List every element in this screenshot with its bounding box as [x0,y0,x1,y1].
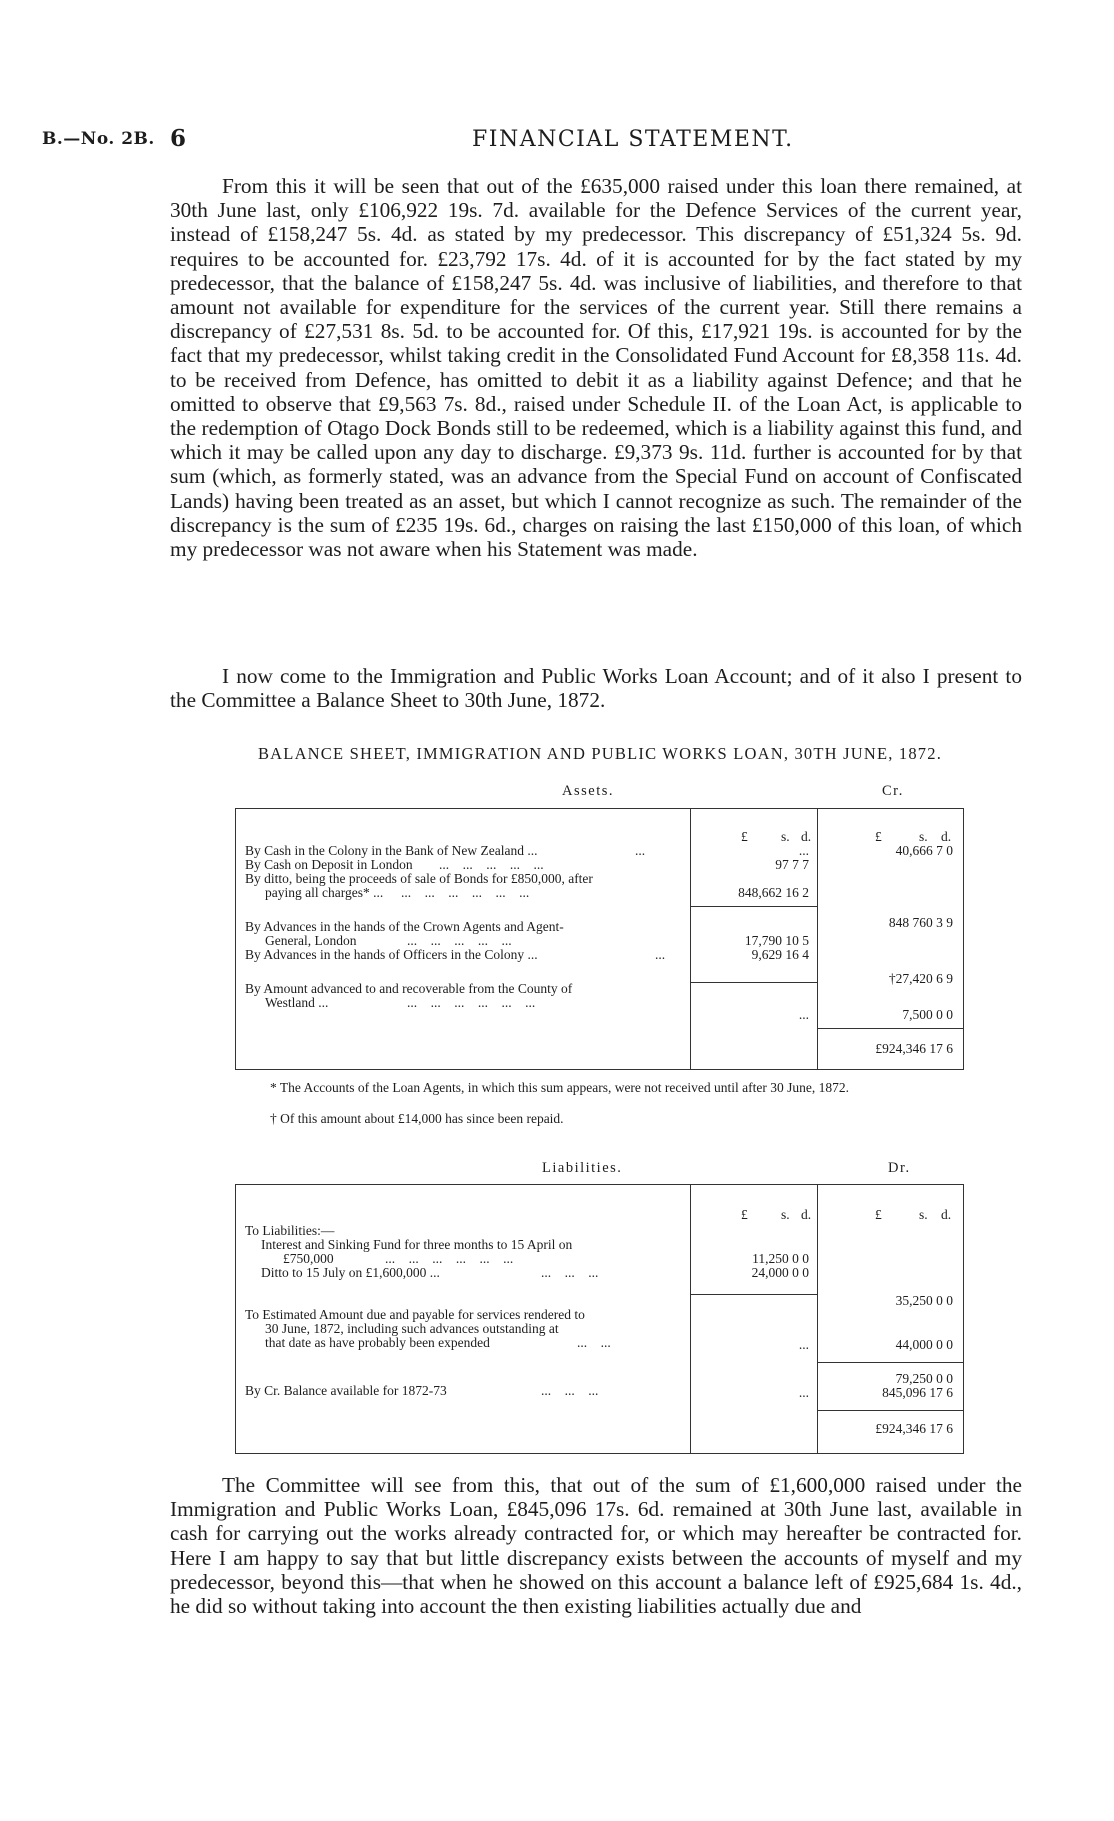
assets-table [235,808,965,1070]
liability-inner-amount: ... [798,1385,809,1400]
liability-row-heading: To Liabilities:— [245,1223,335,1238]
col-header-pence: d. [801,829,812,844]
leader-dots: ... [635,843,646,858]
asset-outer-amount: 40,666 7 0 [895,843,953,858]
liability-row-estimated-cont: that date as have probably been expended [265,1335,490,1350]
asset-row-officers: By Advances in the hands of Officers in the Colony ... [245,947,538,962]
row-rule [690,1294,817,1295]
col-header-pence: d. [941,1207,952,1222]
assets-side-label: Cr. [882,783,904,799]
leader-dots: ... [655,947,666,962]
document-reference: B.—No. 2B. [42,129,155,149]
asset-row-westland: By Amount advanced to and recoverable from the County of [245,981,573,996]
asset-inner-amount: 9,629 16 4 [751,947,809,962]
leader-dots: ... ... ... ... ... ... [407,995,536,1010]
page-number: 6 [170,125,187,152]
col-header-pence: d. [941,829,952,844]
leader-dots: ... ... [577,1335,611,1350]
row-rule [690,982,817,983]
leader-dots: ... ... ... ... ... ... [385,1251,514,1266]
page-title: FINANCIAL STATEMENT. [472,127,794,152]
col-header-shillings: s. [919,1207,928,1222]
asset-row-crown-agents: By Advances in the hands of the Crown Agents and Agent- [245,919,564,934]
asset-outer-amount: 848 760 3 9 [888,915,953,930]
liability-total: £924,346 17 6 [875,1421,953,1436]
page-header [42,125,1042,155]
column-rule [817,808,818,1070]
leader-dots: ... ... ... [541,1265,599,1280]
liabilities-caption: Liabilities. [542,1160,623,1176]
asset-row-bond-proceeds-cont: paying all charges* ... [265,885,384,900]
liability-outer-amount: 845,096 17 6 [882,1385,953,1400]
leader-dots: ... ... ... ... ... ... [401,885,530,900]
column-rule [690,808,691,1070]
liability-row-cr-balance: By Cr. Balance available for 1872-73 [245,1383,447,1398]
liability-inner-amount: ... [798,1337,809,1352]
asset-row-bond-proceeds: By ditto, being the proceeds of sale of Bonds for £850,000, after [245,871,593,886]
asset-row-crown-agents-cont: General, London [265,933,357,948]
asset-inner-amount: 17,790 10 5 [744,933,809,948]
paragraph-intro-balance [170,664,1022,712]
leader-dots: ... ... ... [541,1383,599,1398]
paragraph-text: I now come to the Immigration and Public Works Loan Account; and of it also I present to the Committee a Balance Sheet to 30th June, 1872. [170,664,1022,713]
col-header-pounds: £ [741,1207,748,1222]
balance-sheet-title: BALANCE SHEET, IMMIGRATION AND PUBLIC WORKS LOAN, 30TH JUNE, 1872. [257,744,943,763]
asset-row-bank-nz: By Cash in the Colony in the Bank of New Zealand ... [245,843,538,858]
asset-outer-amount: †27,420 6 9 [888,971,953,986]
row-rule [817,1362,963,1363]
paragraph-text: From this it will be seen that out of the £635,000 raised under this loan there remained, at 30th June last, only £106,922 19s. 7d. available for the Defence Services of the current year, instead of £158,247 5s. 4d. as stated by my predecessor. This discrepancy of £51,324 5s. 9d. requires to be accounted for. £23,792 17s. 4d. of it is accounted for by the fact stated by my predecessor, that the balance of £158,247 5s. 4d. was inclusive of liabilities, and therefore to that amount not available for expenditure for the services of the current year. Still there remains a discrepancy of £27,531 8s. 5d. to be accounted for. Of this, £17,921 19s. is accounted for by the fact that my predecessor, whilst taking credit in the Consolidated Fund Account for £8,358 11s. 4d. to be received from Defence, has omitted to debit it as a liability against Defence; and that he omitted to observe that £9,563 7s. 8d., raised under Schedule II. of the Loan Act, is applicable to the redemption of Otago Dock Bonds still to be redeemed, which is a liability against this fund, and which it may be called upon any day to discharge. £9,373 9s. 11d. further is accounted for by that sum (which, as formerly stated, was an advance from the Special Fund on account of Confiscated Lands) having been treated as an asset, but which I cannot recognize as such. The remainder of the discrepancy is the sum of £235 19s. 6d., charges on raising the last £150,000 of this loan, of which my predecessor was not aware when his Statement was made. [170,174,1022,562]
col-header-pounds: £ [875,829,882,844]
asset-inner-amount: 848,662 16 2 [738,885,809,900]
asset-total: £924,346 17 6 [875,1041,953,1056]
liabilities-table [235,1184,965,1454]
col-header-pounds: £ [741,829,748,844]
liability-outer-amount: 44,000 0 0 [895,1337,953,1352]
footnote-dagger: † Of this amount about £14,000 has since been repaid. [270,1111,564,1126]
liability-row-interest-cont: £750,000 [283,1251,334,1266]
liability-row-estimated-cont: 30 June, 1872, including such advances outstanding at [265,1321,559,1336]
liability-row-estimated: To Estimated Amount due and payable for services rendered to [245,1307,585,1322]
asset-outer-amount: 7,500 0 0 [902,1007,953,1022]
column-rule [817,1184,818,1454]
col-header-pounds: £ [875,1207,882,1222]
footnote-asterisk: * The Accounts of the Loan Agents, in which this sum appears, were not received until after 30 June, 1872. [270,1080,849,1095]
col-header-shillings: s. [781,829,790,844]
liability-row-ditto: Ditto to 15 July on £1,600,000 ... [261,1265,440,1280]
liabilities-side-label: Dr. [888,1160,911,1176]
column-rule [690,1184,691,1454]
asset-row-deposit-london: By Cash on Deposit in London [245,857,413,872]
asset-inner-amount: 97 7 7 [775,857,809,872]
asset-inner-amount: ... [798,843,809,858]
col-header-pence: d. [801,1207,812,1222]
col-header-shillings: s. [919,829,928,844]
row-rule [817,1410,963,1411]
row-rule [817,1028,963,1029]
liability-row-interest: Interest and Sinking Fund for three months to 15 April on [261,1237,573,1252]
col-header-shillings: s. [781,1207,790,1222]
assets-caption: Assets. [562,783,614,799]
row-rule [690,906,817,907]
leader-dots: ... ... ... ... ... [407,933,512,948]
liability-inner-amount: 24,000 0 0 [751,1265,809,1280]
paragraph-committee [170,1473,1022,1618]
asset-row-westland-cont: Westland ... [265,995,329,1010]
liability-outer-amount: 35,250 0 0 [895,1293,953,1308]
leader-dots: ... ... ... ... ... [439,857,544,872]
asset-inner-amount: ... [798,1007,809,1022]
paragraph-text: The Committee will see from this, that out of the sum of £1,600,000 raised under the Immigration and Public Works Loan, £845,096 17s. 6d. remained at 30th June last, available in cash for carrying out the works already contracted for, or which may hereafter be contracted for. Here I am happy to say that but little discrepancy exists between the accounts of myself and my predecessor, beyond this—that when he showed on this account a balance left of £925,684 1s. 4d., he did so without taking into account the then existing liabilities actually due and [170,1473,1022,1619]
liability-inner-amount: 11,250 0 0 [752,1251,809,1266]
paragraph-discrepancy [170,174,1022,561]
liability-outer-amount: 79,250 0 0 [895,1371,953,1386]
